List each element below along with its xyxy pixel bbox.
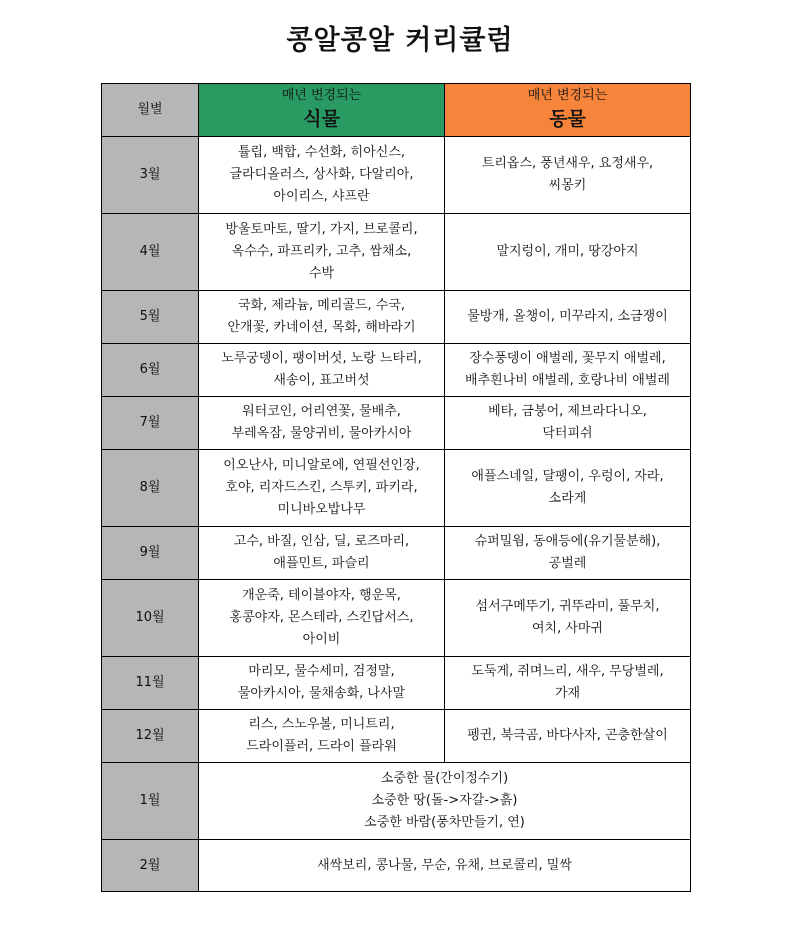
curriculum-table (101, 83, 691, 892)
cell-line: 공벌레 (548, 556, 587, 571)
table-row (102, 710, 691, 763)
animal-cell (445, 657, 691, 710)
table-row (102, 397, 691, 450)
header-row (102, 84, 691, 137)
cell-line: 홍콩야자, 몬스테라, 스킨답서스, (229, 610, 414, 625)
animal-cell (445, 397, 691, 450)
cell-line: 펭귄, 북극곰, 바다사자, 곤충한살이 (467, 728, 668, 743)
cell-line: 국화, 제라늄, 메리골드, 수국, (237, 298, 406, 313)
table-row (102, 450, 691, 527)
page-title: 콩알콩알 커리큘럼 (286, 25, 514, 56)
animal-cell (445, 580, 691, 657)
month-cell: 10월 (102, 580, 199, 657)
cell-line: 안개꽃, 카네이션, 목화, 해바라기 (227, 320, 416, 335)
plant-cell (199, 710, 445, 763)
cell-line: 소중한 땅(돌->자갈->흙) (371, 793, 518, 808)
cell-line: 드라이플러, 드라이 플라워 (246, 739, 397, 754)
cell-line: 소중한 바람(풍차만들기, 연) (364, 815, 525, 830)
cell-line: 새송이, 표고버섯 (273, 373, 370, 388)
merged-activity-cell (199, 763, 691, 840)
cell-line: 가재 (554, 686, 581, 701)
month-cell: 11월 (102, 657, 199, 710)
cell-line: 소중한 물(간이정수기) (380, 771, 509, 786)
cell-line: 베타, 금붕어, 제브라다니오, (488, 404, 647, 419)
cell-line: 도둑게, 쥐며느리, 새우, 무당벌레, (471, 664, 664, 679)
cell-line: 튤립, 백합, 수선화, 히아신스, (237, 145, 406, 160)
cell-line: 워터코인, 어리연꽃, 물배추, (242, 404, 401, 419)
month-cell: 8월 (102, 450, 199, 527)
cell-line: 물아카시아, 물채송화, 나사말 (237, 686, 406, 701)
table-row (102, 763, 691, 840)
month-cell: 1월 (102, 763, 199, 840)
month-cell: 2월 (102, 840, 199, 892)
animal-cell (445, 710, 691, 763)
plant-cell (199, 657, 445, 710)
month-cell: 4월 (102, 214, 199, 291)
cell-line: 배추흰나비 애벌레, 호랑나비 애벌레 (465, 373, 670, 388)
cell-line: 애플민트, 파슬리 (273, 556, 370, 571)
cell-line: 호야, 리자드스킨, 스투키, 파키라, (225, 480, 418, 495)
cell-line: 섬서구메뚜기, 귀뚜라미, 풀무치, (475, 599, 660, 614)
cell-line: 고수, 바질, 인삼, 딜, 로즈마리, (233, 534, 410, 549)
cell-line: 여치, 사마귀 (531, 621, 604, 636)
cell-line: 미니바오밥나무 (277, 502, 366, 517)
month-cell: 12월 (102, 710, 199, 763)
cell-line: 옥수수, 파프리카, 고추, 쌈채소, (231, 244, 412, 259)
cell-line: 닥터피쉬 (542, 426, 593, 441)
cell-line: 트리옵스, 풍년새우, 요정새우, (481, 156, 654, 171)
cell-line: 이오난사, 미니알로에, 연필선인장, (223, 458, 420, 473)
table-row (102, 137, 691, 214)
month-cell: 7월 (102, 397, 199, 450)
table-row (102, 840, 691, 892)
header-plant (199, 84, 445, 137)
header-month: 월별 (102, 84, 199, 137)
header-plant-sub: 매년 변경되는 (281, 88, 362, 103)
cell-line: 글라디올러스, 상사화, 다알리아, (229, 167, 414, 182)
cell-line: 씨몽키 (548, 178, 587, 193)
cell-line: 아이비 (302, 632, 341, 647)
cell-line: 부레옥잠, 물양귀비, 물아카시아 (231, 426, 412, 441)
cell-line: 마리모, 물수세미, 검정말, (248, 664, 395, 679)
cell-line: 슈퍼밀웜, 동애등에(유기물분해), (474, 534, 661, 549)
month-cell: 6월 (102, 344, 199, 397)
cell-line: 노루궁뎅이, 팽이버섯, 노랑 느타리, (221, 351, 422, 366)
plant-cell (199, 450, 445, 527)
animal-cell (445, 344, 691, 397)
cell-line: 새싹보리, 콩나물, 무순, 유채, 브로콜리, 밀싹 (317, 857, 572, 873)
table-row (102, 580, 691, 657)
animal-cell (445, 291, 691, 344)
table-row (102, 214, 691, 291)
table-row (102, 344, 691, 397)
table-row (102, 291, 691, 344)
cell-line: 장수풍뎅이 애벌레, 꽃무지 애벌레, (469, 351, 666, 366)
table-row (102, 657, 691, 710)
cell-line: 리스, 스노우볼, 미니트리, (248, 717, 395, 732)
animal-cell (445, 214, 691, 291)
cell-line: 개운죽, 테이블야자, 행운목, (242, 588, 401, 603)
plant-cell (199, 214, 445, 291)
plant-cell (199, 137, 445, 214)
header-animal-sub: 매년 변경되는 (527, 88, 608, 103)
merged-activity-cell (199, 840, 691, 892)
plant-cell (199, 397, 445, 450)
cell-line: 소라게 (548, 491, 587, 506)
header-plant-main: 식물 (303, 108, 340, 130)
cell-line: 방울토마토, 딸기, 가지, 브로콜리, (225, 222, 418, 237)
month-cell: 5월 (102, 291, 199, 344)
table-row (102, 527, 691, 580)
plant-cell (199, 291, 445, 344)
cell-line: 애플스네일, 달팽이, 우렁이, 자라, (471, 469, 664, 484)
animal-cell (445, 527, 691, 580)
header-animal-main: 동물 (549, 108, 586, 130)
plant-cell (199, 344, 445, 397)
month-cell: 3월 (102, 137, 199, 214)
cell-line: 말지렁이, 개미, 땅강아지 (496, 244, 639, 259)
month-cell: 9월 (102, 527, 199, 580)
plant-cell (199, 527, 445, 580)
cell-line: 물방개, 올챙이, 미꾸라지, 소금쟁이 (467, 309, 668, 324)
header-animal (445, 84, 691, 137)
plant-cell (199, 580, 445, 657)
animal-cell (445, 450, 691, 527)
cell-line: 수박 (308, 266, 335, 281)
cell-line: 아이리스, 샤프란 (273, 189, 370, 204)
animal-cell (445, 137, 691, 214)
